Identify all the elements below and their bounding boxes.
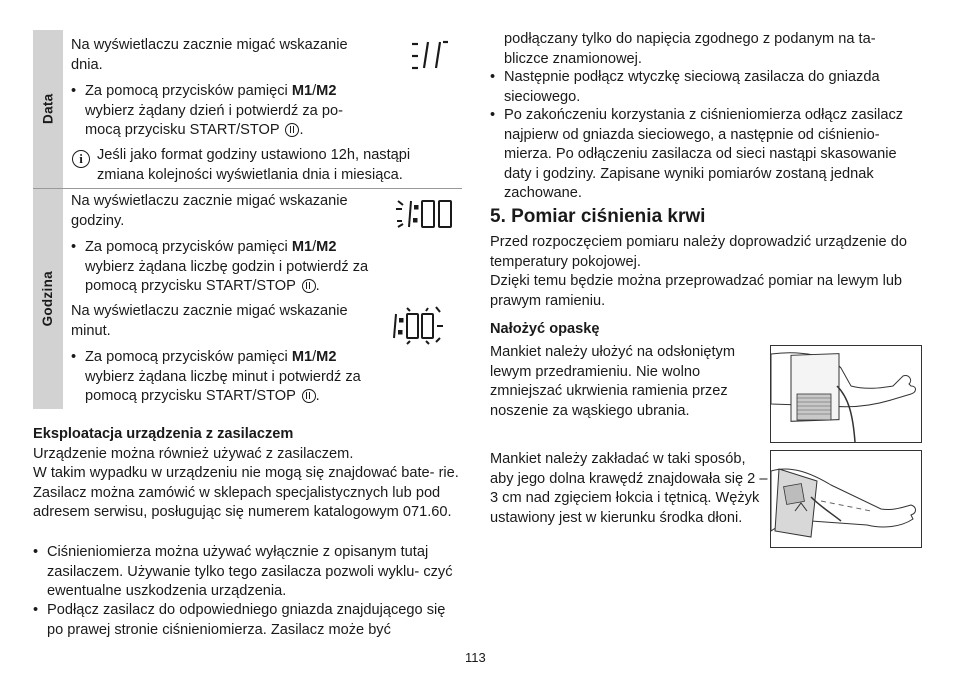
minutes-intro: Na wyświetlaczu zacznie migać wskazanie minut. [71,303,348,339]
power-adapter-heading: Eksploatacja urządzenia z zasilaczem [33,426,294,442]
power-adapter-para2: W takim wypadku w urządzeniu nie mogą się znajdować bate- rie. Zasilacz można zamówić w sklepach specjalistycznych lub pod adresem serwisu, posługując się numerem katalogowym 071.60. [33,465,459,520]
lcd-day-display [410,38,450,77]
lcd-hours-icon [396,197,456,231]
measurement-para1: Przed rozpoczęciem pomiaru należy doprowadzić urządzenie do temperatury pokojowej. [490,234,907,270]
cuff-text2: Mankiet należy zakładać w taki sposób, aby jego dolna krawędź znajdowała się 2 – 3 cm nad zgięciem łokcia i tętnicą. Wężyk ustawiony jest w kierunku środka dłoni. [490,451,768,526]
lcd-minutes-display [393,306,453,353]
lcd-day-icon [410,38,450,74]
data-bullet: • Za pomocą przycisków pamięci M1/M2 wybierz żądany dzień i potwierdź za po- mocą przycisku START/STOP . [71,83,343,138]
cuff-text1: Mankiet należy ułożyć na odsłoniętym lewym przedramieniu. Nie wolno zmniejszać ukrwienia ramienia przez noszenie za wąskiego ubrania. [490,344,735,419]
cuff-placement-illustration [770,345,922,443]
hour-side-label: Godzina [40,271,56,327]
info-icon: i [72,150,90,168]
power-adapter-para1: Urządzenie można również używać z zasilaczem. [33,446,354,462]
lcd-hours-display [396,197,456,238]
start-stop-icon [302,389,316,403]
hour-bullet: • Za pomocą przycisków pamięci M1/M2 wybierz żądana liczbę godzin i potwierdź za pomocą przycisku START/STOP . [71,239,369,294]
start-stop-icon [302,279,316,293]
power-adapter-continued: podłączany tylko do napięcia zgodnego z podanym na ta- bliczce znamionowej. [504,31,876,67]
measurement-para2: Dzięki temu będzie można przeprowadzać pomiar na lewym lub prawym ramieniu. [490,273,903,309]
data-note: Jeśli jako format godziny ustawiono 12h, nastąpi zmiana kolejności wyświetlania dnia i miesiąca. [97,147,411,183]
power-adapter-bullet1: • Ciśnieniomierza można używać wyłącznie z opisanym tutaj zasilaczem. Używanie tylko tego zasilacza pozwoli wyklu- czyć ewentualne uszkodzenia urządzenia. [33,544,453,599]
arm-cuff-illustration [771,346,921,442]
arm-hose-illustration [771,451,921,547]
power-adapter-bullet4: • Po zakończeniu korzystania z ciśnieniomierza odłącz zasilacz najpierw od gniazda sieciowego, a następnie od ciśnienio- mierza. Po odłączeniu zasilacza od sieci nastąpi skasowanie daty i godziny. Zapisane wyniki pomiarów zostaną jednak zachowane. [490,107,904,201]
hour-intro: Na wyświetlaczu zacznie migać wskazanie godziny. [71,193,348,229]
lcd-minutes-icon [393,306,453,346]
minutes-bullet: • Za pomocą przycisków pamięci M1/M2 wybierz żądana liczbę minut i potwierdź za pomocą przycisku START/STOP . [71,349,361,404]
power-adapter-bullet3: • Następnie podłącz wtyczkę sieciową zasilacza do gniazda sieciowego. [490,69,880,105]
measurement-heading: 5. Pomiar ciśnienia krwi [490,206,706,227]
power-adapter-bullet2: • Podłącz zasilacz do odpowiedniego gniazda znajdującego się po prawej stronie ciśnieniomierza. Zasilacz może być [33,602,446,638]
section-divider [33,188,462,189]
cuff-subheading: Nałożyć opaskę [490,321,600,337]
page-number: 113 [465,650,486,665]
start-stop-icon [285,123,299,137]
data-side-label: Data [40,93,56,125]
hose-position-illustration [770,450,922,548]
data-intro: Na wyświetlaczu zacznie migać wskazanie dnia. [71,37,348,73]
